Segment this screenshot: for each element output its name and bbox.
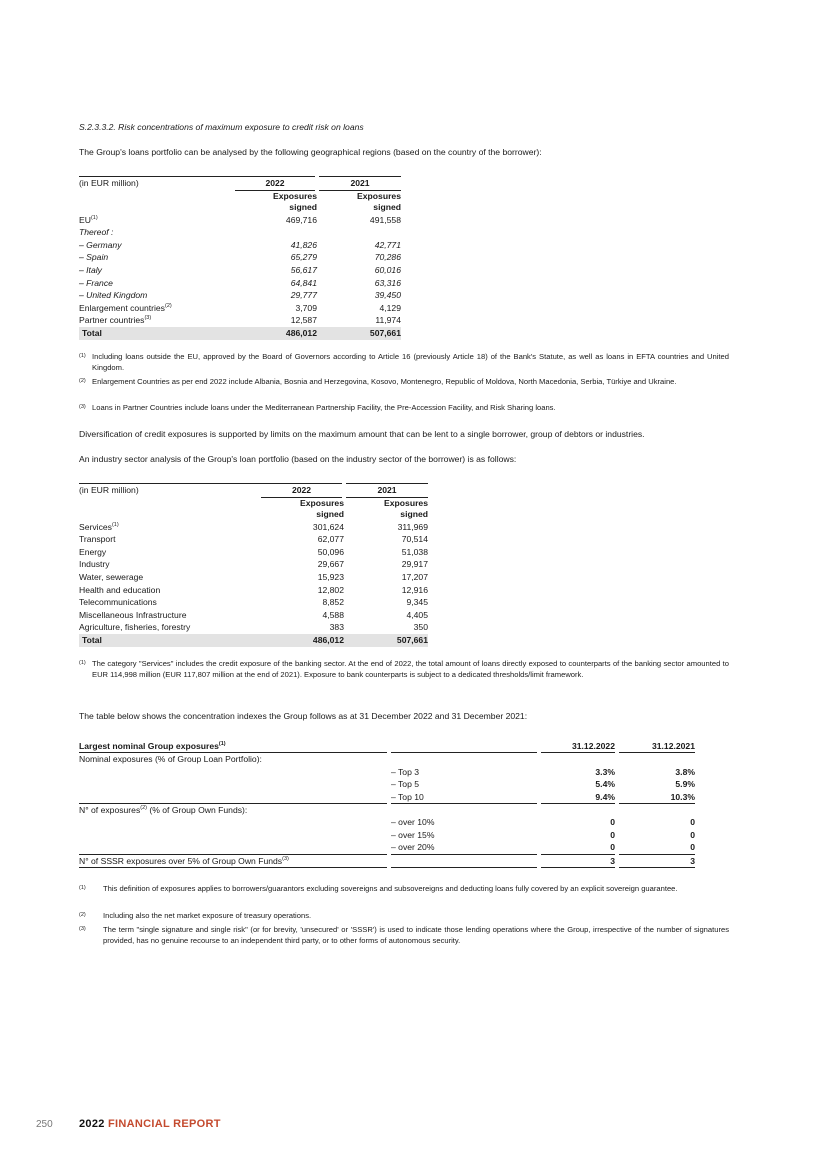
footnote: (3) Loans in Partner Countries include loans under the Mediterranean Partnership Facility, the Pre-Accession Facility, and Risk Sharing loans. xyxy=(79,403,556,412)
value-2022: 469,716 xyxy=(285,214,317,225)
intro-industry: An industry sector analysis of the Group's loan portfolio (based on the industry sector of the borrower) is as follows: xyxy=(79,454,517,464)
value-2022: 50,096 xyxy=(317,546,344,557)
value-31-12-2022: 3.3% xyxy=(539,766,617,778)
row-label: Water, sewerage xyxy=(79,571,144,582)
col-31-12-2021: 31.12.2021 xyxy=(617,740,695,753)
value-2021: 491,558 xyxy=(369,214,401,225)
row-label: Agriculture, fisheries, forestry xyxy=(79,622,191,633)
value-31-12-2021: 0 xyxy=(617,841,695,854)
value-2022: 12,802 xyxy=(317,584,344,595)
row-label: – over 10% xyxy=(389,816,539,828)
row-label: Enlargement countries$^{(2)}$ xyxy=(79,302,172,313)
table-row xyxy=(79,766,695,778)
table-row xyxy=(79,314,401,327)
table-row xyxy=(79,289,401,302)
value-31-12-2021: 3.8% xyxy=(617,766,695,778)
col-header-2021: Exposures signed xyxy=(384,497,428,520)
value-2021: 9,345 xyxy=(406,597,428,608)
value-2022: 65,279 xyxy=(290,252,317,263)
row-label: – over 20% xyxy=(389,841,539,854)
value-2022: 64,841 xyxy=(290,277,317,288)
total-2022: 486,012 xyxy=(235,327,317,340)
value-2021: 42,771 xyxy=(374,239,401,250)
table-row xyxy=(79,778,695,790)
unit-label: (in EUR million) xyxy=(79,484,261,498)
row-label: Telecommunications xyxy=(79,597,157,608)
table-row xyxy=(79,621,428,634)
footnote: (1) This definition of exposures applies to borrowers/guarantors excluding sovereigns and subsovereigns and deducting loans fully covered by an explicit sovereign guarantee. xyxy=(79,884,678,893)
table-row xyxy=(79,571,428,584)
value-2022: 41,826 xyxy=(290,239,317,250)
col-header-2021: Exposures signed xyxy=(357,190,401,213)
industry-table xyxy=(79,483,428,647)
value-31-12-2021: 0 xyxy=(617,829,695,841)
value-2022: 62,077 xyxy=(317,534,344,545)
value-2022: 12,587 xyxy=(290,315,317,326)
value-2022: 4,588 xyxy=(322,609,344,620)
year-header-2021: 2021 xyxy=(344,484,428,498)
value-2021: 51,038 xyxy=(401,546,428,557)
year-header-2022: 2022 xyxy=(235,177,317,191)
table-row xyxy=(79,791,695,804)
row-label: – Top 10 xyxy=(389,791,539,804)
row-label: Industry xyxy=(79,559,110,570)
row-label: – Italy xyxy=(79,264,102,275)
value-2022: 56,617 xyxy=(290,264,317,275)
value-2022: 29,777 xyxy=(290,290,317,301)
section-title: S.2.3.3.2. Risk concentrations of maximum exposure to credit risk on loans xyxy=(79,122,364,132)
table-row xyxy=(79,609,428,622)
row-label: Partner countries$^{(3)}$ xyxy=(79,315,152,326)
value-2022: 301,624 xyxy=(312,521,344,532)
row-label: – Spain xyxy=(79,252,109,263)
table-row xyxy=(79,829,695,841)
row-label: Transport xyxy=(79,534,116,545)
industry-footnote: (1) The category "Services" includes the credit exposure of the banking sector. At the end of 2022, the total amount of loans directly exposed to counterparts of the banking sector amounted to EUR 114,998 million (EUR 117,807 million at the end of 2021). Exposure to bank counterparts is subject to a dedicated thresholds/limit framework. xyxy=(79,659,729,679)
row-label: – Top 3 xyxy=(389,766,539,778)
row-label: EU$^{(1)}$ xyxy=(79,214,98,225)
footnote: (1) Including loans outside the EU, approved by the Board of Governors according to Article 16 (previously Article 18) of the Bank's Statute, as well as loans in EFTA countries and United Kingdom. xyxy=(79,352,729,372)
value-2022: 383 xyxy=(329,622,344,633)
value-2022: 15,923 xyxy=(317,571,344,582)
value-2021: 60,016 xyxy=(374,264,401,275)
value-31-12-2022: 0 xyxy=(539,841,617,854)
value-2021: 63,316 xyxy=(374,277,401,288)
row-label: – Germany xyxy=(79,239,122,250)
total-2022: 486,012 xyxy=(261,634,344,647)
value-2021: 29,917 xyxy=(401,559,428,570)
table-row xyxy=(79,251,401,264)
value-31-12-2021: 5.9% xyxy=(617,778,695,790)
intro-geographic: The Group's loans portfolio can be analysed by the following geographical regions (based on the country of the borrower): xyxy=(79,147,542,157)
page-number: 250 xyxy=(36,1119,53,1130)
table-row xyxy=(79,239,401,252)
value-2021: 4,129 xyxy=(379,302,401,313)
row-label: – Top 5 xyxy=(389,778,539,790)
table-row xyxy=(79,546,428,559)
value-2022: 29,667 xyxy=(317,559,344,570)
geographic-table xyxy=(79,176,401,340)
year-header-2021: 2021 xyxy=(317,177,401,191)
col-header-2022: Exposures signed xyxy=(300,497,344,520)
sssr-2021: 3 xyxy=(617,854,695,867)
total-label: Total xyxy=(79,327,235,340)
col-31-12-2022: 31.12.2022 xyxy=(539,740,617,753)
sssr-exposures-label: N° of SSSR exposures over 5% of Group Own Funds$^{(3)}$ xyxy=(79,854,389,867)
table-row xyxy=(79,226,401,239)
value-2021: 17,207 xyxy=(401,571,428,582)
value-2022: 8,852 xyxy=(322,597,344,608)
number-exposures-label: N° of exposures$^{(2)}$ (% of Group Own Funds): xyxy=(79,805,248,816)
table-row xyxy=(79,533,428,546)
unit-label: (in EUR million) xyxy=(79,177,235,191)
row-label: – France xyxy=(79,277,113,288)
year-header-2022: 2022 xyxy=(261,484,344,498)
table-row xyxy=(79,558,428,571)
total-2021: 507,661 xyxy=(344,634,428,647)
value-31-12-2021: 10.3% xyxy=(617,791,695,804)
total-label: Total xyxy=(79,634,261,647)
value-2021: 70,286 xyxy=(374,252,401,263)
row-label: Miscellaneous Infrastructure xyxy=(79,609,187,620)
value-31-12-2022: 0 xyxy=(539,816,617,828)
concentration-table xyxy=(79,740,695,868)
concentration-header: Largest nominal Group exposures$^{(1)}$ xyxy=(79,740,389,753)
value-31-12-2022: 0 xyxy=(539,829,617,841)
intro-concentration: The table below shows the concentration indexes the Group follows as at 31 December 2022 and 31 December 2021: xyxy=(79,711,528,721)
value-2022 xyxy=(235,226,317,239)
table-row xyxy=(79,302,401,315)
row-label: Energy xyxy=(79,546,107,557)
value-2022: 3,709 xyxy=(295,302,317,313)
table-row xyxy=(79,264,401,277)
footnote: (3) The term "single signature and single risk" (or for brevity, 'unsecured' or 'SSSR') is used to indicate those lending operations where the Group, irrespective of the number of signatures provided, has no genuine recourse to an independent third party, or to other forms of autonomous security. xyxy=(79,925,729,945)
value-2021: 4,405 xyxy=(406,609,428,620)
table-row xyxy=(79,277,401,290)
value-2021: 12,916 xyxy=(401,584,428,595)
value-2021 xyxy=(317,226,401,239)
value-31-12-2022: 9.4% xyxy=(539,791,617,804)
value-2021: 39,450 xyxy=(374,290,401,301)
footer-title: 2022 FINANCIAL REPORT xyxy=(79,1118,221,1130)
row-label: Health and education xyxy=(79,584,161,595)
value-2021: 70,514 xyxy=(401,534,428,545)
footnote: (2) Including also the net market exposure of treasury operations. xyxy=(79,911,312,920)
footnote: (2) Enlargement Countries as per end 2022 include Albania, Bosnia and Herzegovina, Kosovo, Montenegro, Republic of Moldova, North Macedonia, Serbia, Türkiye and Ukraine. xyxy=(79,377,677,386)
diversification-text: Diversification of credit exposures is supported by limits on the maximum amount that can be lent to a single borrower, group of debtors or industries. xyxy=(79,429,645,439)
col-header-2022: Exposures signed xyxy=(273,190,317,213)
value-2021: 11,974 xyxy=(375,315,401,326)
row-label: Thereof : xyxy=(79,227,114,238)
nominal-exposures-label: Nominal exposures (% of Group Loan Portfolio): xyxy=(79,754,262,765)
sssr-2022: 3 xyxy=(539,854,617,867)
value-2021: 350 xyxy=(413,622,428,633)
table-row xyxy=(79,816,695,828)
table-row xyxy=(79,841,695,854)
table-row xyxy=(79,596,428,609)
table-row xyxy=(79,521,428,534)
table-row xyxy=(79,214,401,227)
total-2021: 507,661 xyxy=(317,327,401,340)
value-2021: 311,969 xyxy=(397,521,428,532)
row-label: – United Kingdom xyxy=(79,290,148,301)
row-label: Services$^{(1)}$ xyxy=(79,521,119,532)
value-31-12-2021: 0 xyxy=(617,816,695,828)
value-31-12-2022: 5.4% xyxy=(539,778,617,790)
row-label: – over 15% xyxy=(389,829,539,841)
table-row xyxy=(79,584,428,597)
